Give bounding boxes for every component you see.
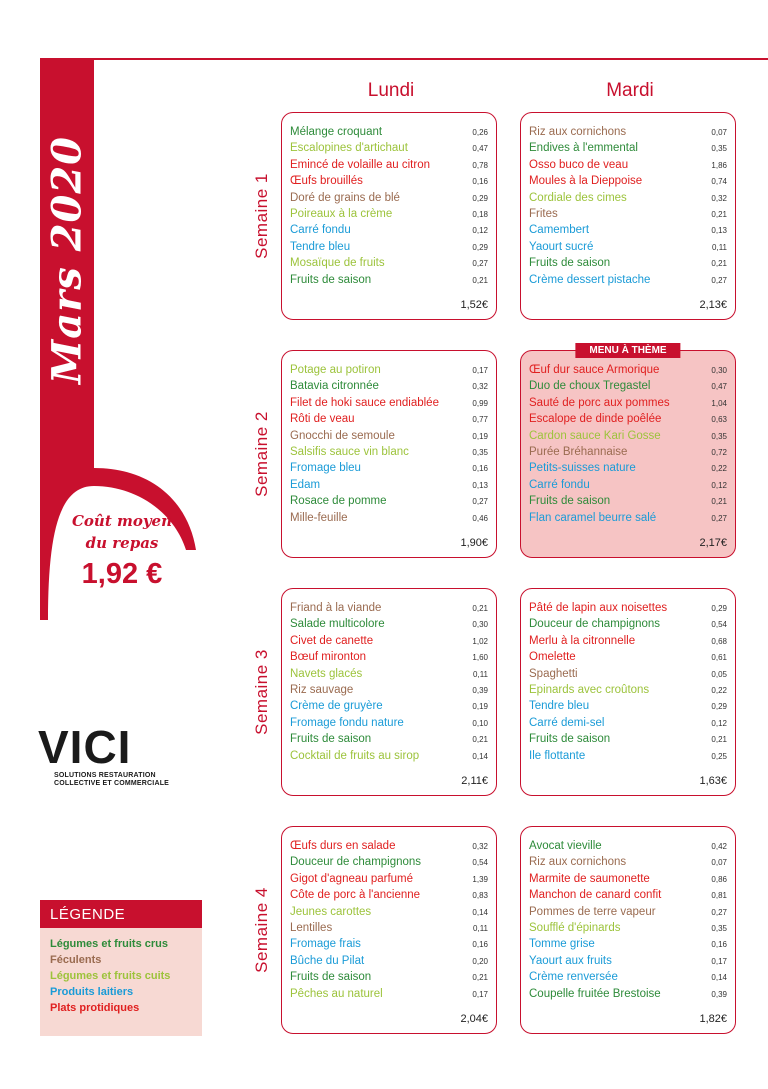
menu-item-price: 0,61 xyxy=(711,653,727,663)
legend-item: Plats protidiques xyxy=(50,1002,140,1014)
menu-item-price: 0,32 xyxy=(711,193,727,203)
menu-item-price: 0,07 xyxy=(711,858,727,868)
menu-item-name: Œufs durs en salade xyxy=(290,840,396,852)
menu-item-price: 0,16 xyxy=(711,940,727,950)
menu-item-name: Œuf dur sauce Armorique xyxy=(529,364,660,376)
menu-total: 1,63€ xyxy=(699,775,727,787)
menu-item xyxy=(529,856,727,872)
menu-item-name: Carré fondu xyxy=(290,224,351,237)
menu-item-price: 0,29 xyxy=(472,193,488,203)
menu-item-price: 0,27 xyxy=(711,275,727,285)
menu-item-price: 0,32 xyxy=(472,382,488,392)
menu-item-name: Riz sauvage xyxy=(290,683,354,696)
menu-item-name: Emincé de volaille au citron xyxy=(290,158,430,171)
menu-item-name: Lentilles xyxy=(290,921,333,934)
menu-item xyxy=(290,175,488,191)
menu-item-price: 0,42 xyxy=(711,842,727,851)
menu-item xyxy=(529,635,727,651)
menu-item-price: 0,18 xyxy=(472,209,488,219)
menu-item-price: 0,11 xyxy=(473,923,488,933)
menu-item xyxy=(290,602,488,618)
menu-item-name: Crème de gruyère xyxy=(290,700,383,713)
menu-item-name: Friand à la viande xyxy=(290,602,382,614)
menu-items xyxy=(529,840,727,1004)
menu-item xyxy=(529,224,727,240)
menu-card-lundi xyxy=(281,826,497,1034)
menu-item-price: 0,27 xyxy=(472,259,488,269)
menu-total: 1,52€ xyxy=(460,299,488,311)
menu-item-price: 0,13 xyxy=(711,226,727,236)
menu-item xyxy=(529,397,727,413)
menu-item-price: 0,81 xyxy=(711,891,727,901)
menu-item-name: Flan caramel beurre salé xyxy=(529,511,657,524)
menu-item xyxy=(290,413,488,429)
menu-item xyxy=(290,717,488,733)
menu-item-name: Côte de porc à l'ancienne xyxy=(290,889,421,902)
legend-item: Féculents xyxy=(50,954,102,966)
menu-card-mardi xyxy=(520,112,736,320)
menu-item-name: Doré de grains de blé xyxy=(290,191,400,204)
menu-item-price: 0,86 xyxy=(711,874,727,884)
menu-item-name: Crème dessert pistache xyxy=(529,273,651,286)
menu-item-price: 0,29 xyxy=(472,242,488,252)
menu-item xyxy=(290,364,488,380)
menu-item xyxy=(290,750,488,766)
menu-item xyxy=(290,380,488,396)
menu-item xyxy=(290,651,488,667)
menu-item-name: Merlu à la citronnelle xyxy=(529,634,636,647)
menu-item-price: 0,14 xyxy=(711,973,727,983)
menu-item-price: 0,83 xyxy=(472,891,488,901)
menu-item-name: Soufflé d'épinards xyxy=(529,921,621,934)
menu-item xyxy=(290,446,488,462)
menu-item-name: Batavia citronnée xyxy=(290,380,379,393)
menu-item-name: Gnocchi de semoule xyxy=(290,429,395,442)
menu-item xyxy=(529,430,727,446)
menu-item-name: Potage au potiron xyxy=(290,364,381,376)
menu-item-price: 0,27 xyxy=(711,907,727,917)
menu-item-price: 0,10 xyxy=(472,718,488,728)
menu-item xyxy=(529,159,727,175)
menu-item-price: 0,13 xyxy=(472,480,488,490)
day-header-lundi: Lundi xyxy=(367,80,415,101)
menu-item-name: Navets glacés xyxy=(290,667,363,680)
menu-item-name: Yaourt aux fruits xyxy=(529,954,612,967)
menu-item-price: 0,17 xyxy=(472,366,488,375)
menu-item-name: Epinards avec croûtons xyxy=(529,683,650,696)
menu-card-mardi xyxy=(520,588,736,796)
menu-item xyxy=(529,938,727,954)
menu-item-price: 0,21 xyxy=(711,209,727,219)
menu-item-name: Yaourt sucré xyxy=(529,240,594,253)
menu-item-price: 0,17 xyxy=(472,989,488,999)
menu-item-name: Omelette xyxy=(529,651,576,664)
average-cost-line2: du repas xyxy=(85,534,159,552)
menu-item-price: 0,72 xyxy=(711,447,727,457)
menu-item-name: Moules à la Dieppoise xyxy=(529,175,643,188)
menu-item-name: Sauté de porc aux pommes xyxy=(529,396,670,409)
menu-item-price: 0,07 xyxy=(711,128,727,137)
menu-item-name: Escalope de dinde poêlée xyxy=(529,413,662,426)
menu-item-name: Camembert xyxy=(529,224,590,237)
logo-subtitle-line1: SOLUTIONS RESTAURATION xyxy=(54,772,156,779)
menu-item xyxy=(290,922,488,938)
menu-item-price: 0,12 xyxy=(711,480,727,490)
menu-item-price: 0,22 xyxy=(711,685,727,695)
menu-item-name: Mosaïque de fruits xyxy=(290,257,385,270)
menu-item-price: 0,20 xyxy=(472,956,488,966)
menu-items xyxy=(529,364,727,528)
menu-item xyxy=(529,192,727,208)
menu-item-name: Gigot d'agneau parfumé xyxy=(290,872,414,885)
menu-item-price: 0,46 xyxy=(472,513,488,523)
menu-item-price: 0,12 xyxy=(472,226,488,236)
menu-item-name: Spaghetti xyxy=(529,667,578,680)
menu-item xyxy=(290,274,488,290)
menu-item-price: 0,63 xyxy=(711,415,727,425)
menu-card-lundi xyxy=(281,350,497,558)
menu-item xyxy=(529,413,727,429)
menu-item xyxy=(290,635,488,651)
menu-item-price: 0,47 xyxy=(711,382,727,392)
menu-item-name: Purée Bréhannaise xyxy=(529,445,628,458)
menu-item xyxy=(529,602,727,618)
menu-item xyxy=(529,700,727,716)
menu-item-price: 0,19 xyxy=(472,702,488,712)
menu-item-name: Mélange croquant xyxy=(290,126,383,138)
menu-item xyxy=(290,224,488,240)
menu-item-price: 0,11 xyxy=(473,669,488,679)
menu-item xyxy=(290,618,488,634)
menu-item-price: 0,26 xyxy=(472,128,488,137)
menu-card-mardi xyxy=(520,345,736,558)
menu-item xyxy=(529,750,727,766)
menu-item-name: Pâté de lapin aux noisettes xyxy=(529,602,668,614)
menu-item xyxy=(529,380,727,396)
menu-item xyxy=(529,906,727,922)
menu-item-price: 1,39 xyxy=(472,874,488,884)
menu-item-price: 0,21 xyxy=(711,497,727,507)
menu-item xyxy=(290,142,488,158)
menu-item-price: 0,14 xyxy=(472,907,488,917)
week-label: Semaine 1 xyxy=(252,173,271,259)
menu-item-price: 0,19 xyxy=(472,431,488,441)
menu-item-name: Edam xyxy=(290,478,321,491)
menu-item-name: Tendre bleu xyxy=(290,240,351,253)
top-rule xyxy=(40,58,768,60)
menu-item xyxy=(529,512,727,528)
average-cost-line1: Coût moyen xyxy=(71,512,173,530)
menu-item-name: Cocktail de fruits au sirop xyxy=(290,749,420,762)
menu-item-price: 0,21 xyxy=(472,973,488,983)
menu-item-name: Fruits de saison xyxy=(290,273,372,286)
menu-item-name: Carré demi-sel xyxy=(529,716,605,729)
menu-item xyxy=(290,733,488,749)
menu-item-price: 0,35 xyxy=(711,923,727,933)
menu-item xyxy=(529,257,727,273)
menu-total: 1,82€ xyxy=(699,1013,727,1025)
menu-items xyxy=(290,364,488,528)
menu-item xyxy=(529,479,727,495)
menu-item-name: Osso buco de veau xyxy=(529,158,629,171)
menu-item xyxy=(529,889,727,905)
menu-item-price: 1,02 xyxy=(472,636,488,646)
menu-item xyxy=(290,988,488,1004)
menu-item-price: 0,27 xyxy=(711,513,727,523)
menu-item-name: Bûche du Pilat xyxy=(290,954,365,967)
menu-item xyxy=(290,241,488,257)
menu-item xyxy=(290,257,488,273)
menu-item xyxy=(290,906,488,922)
menu-item-price: 0,21 xyxy=(711,735,727,745)
menu-item xyxy=(529,684,727,700)
menu-item-name: Ile flottante xyxy=(529,749,586,762)
menu-item-price: 0,35 xyxy=(711,431,727,441)
menu-item-name: Fromage frais xyxy=(290,938,361,951)
menu-item-name: Riz aux cornichons xyxy=(529,856,627,869)
menu-item xyxy=(529,274,727,290)
menu-item-price: 0,47 xyxy=(472,144,488,154)
menu-item-price: 0,35 xyxy=(472,447,488,457)
legend-item: Produits laitiers xyxy=(50,986,134,998)
menu-item-name: Filet de hoki sauce endiablée xyxy=(290,396,439,409)
menu-item xyxy=(529,495,727,511)
menu-item-price: 0,21 xyxy=(472,275,488,285)
menu-item-price: 0,39 xyxy=(472,685,488,695)
menu-item xyxy=(290,430,488,446)
menu-item-name: Douceur de champignons xyxy=(529,618,661,631)
menu-item-name: Fromage bleu xyxy=(290,462,361,475)
menu-item-price: 0,16 xyxy=(472,177,488,187)
menu-item-price: 1,04 xyxy=(711,398,727,408)
menu-item xyxy=(529,142,727,158)
menu-item-price: 0,30 xyxy=(472,620,488,630)
average-cost-value: 1,92 € xyxy=(81,558,163,590)
logo-subtitle-line2: COLLECTIVE ET COMMERCIALE xyxy=(54,780,170,787)
menu-item xyxy=(529,364,727,380)
logo-word: VICI xyxy=(38,721,132,773)
menu-item xyxy=(290,840,488,856)
menu-item-price: 1,86 xyxy=(711,160,727,170)
menu-item-price: 0,25 xyxy=(711,751,727,761)
menu-item-name: Cordiale des cimes xyxy=(529,191,627,204)
menu-item-price: 0,16 xyxy=(472,464,488,474)
menu-item-price: 0,74 xyxy=(711,177,727,187)
menu-item xyxy=(290,126,488,142)
menu-item-name: Mille-feuille xyxy=(290,511,348,524)
menu-item-price: 0,21 xyxy=(472,604,488,613)
menu-item xyxy=(290,159,488,175)
menu-item-price: 0,39 xyxy=(711,989,727,999)
average-cost xyxy=(52,510,192,591)
menu-item-name: Pêches au naturel xyxy=(290,987,383,1000)
week-label: Semaine 3 xyxy=(252,649,271,735)
menu-item xyxy=(529,840,727,856)
menu-item-price: 0,54 xyxy=(472,858,488,868)
menu-item xyxy=(529,241,727,257)
menu-item-name: Escalopines d'artichaut xyxy=(290,142,408,155)
menu-item-name: Fruits de saison xyxy=(529,495,611,508)
menu-item-name: Douceur de champignons xyxy=(290,856,422,869)
vici-logo xyxy=(38,720,208,800)
menu-item-name: Crème renversée xyxy=(529,971,618,984)
menu-item xyxy=(529,922,727,938)
menu-item-price: 0,30 xyxy=(711,366,727,375)
menu-item-name: Salade multicolore xyxy=(290,618,385,631)
menu-item xyxy=(290,668,488,684)
menu-item-name: Avocat vieville xyxy=(529,840,602,852)
day-header-mardi: Mardi xyxy=(606,80,654,101)
legend-item: Légumes et fruits cuits xyxy=(50,970,171,982)
menu-item xyxy=(290,397,488,413)
theme-menu-badge: MENU À THÈME xyxy=(575,343,680,358)
menu-item xyxy=(290,192,488,208)
menu-item xyxy=(290,856,488,872)
menu-item xyxy=(290,955,488,971)
menu-item xyxy=(529,971,727,987)
menu-item-price: 0,14 xyxy=(472,751,488,761)
menu-item-name: Fromage fondu nature xyxy=(290,716,404,729)
menu-item xyxy=(529,873,727,889)
menu-item-name: Salsifis sauce vin blanc xyxy=(290,445,409,458)
menu-item xyxy=(290,873,488,889)
menu-item xyxy=(290,512,488,528)
menu-item xyxy=(529,733,727,749)
menu-item xyxy=(290,479,488,495)
menu-item-name: Carré fondu xyxy=(529,478,590,491)
menu-item xyxy=(290,938,488,954)
menu-item-name: Tomme grise xyxy=(529,938,595,951)
menu-total: 2,04€ xyxy=(460,1013,488,1025)
menu-item-name: Jeunes carottes xyxy=(290,905,372,918)
legend-title: LÉGENDE xyxy=(40,900,202,928)
menu-item-name: Œufs brouillés xyxy=(290,175,363,188)
menu-item xyxy=(529,717,727,733)
menu-item-price: 0,21 xyxy=(472,735,488,745)
menu-item-price: 0,05 xyxy=(711,669,727,679)
menu-item-price: 0,77 xyxy=(472,415,488,425)
menu-item xyxy=(529,208,727,224)
menu-items xyxy=(529,602,727,766)
menu-item-price: 0,11 xyxy=(712,242,727,252)
week-label: Semaine 2 xyxy=(252,411,271,497)
menu-item-name: Rôti de veau xyxy=(290,413,355,426)
menu-card-lundi xyxy=(281,112,497,320)
menu-items xyxy=(290,602,488,766)
legend-item: Légumes et fruits crus xyxy=(50,938,168,950)
menu-item-name: Duo de choux Tregastel xyxy=(529,380,651,393)
menu-item-name: Marmite de saumonette xyxy=(529,872,650,885)
menu-total: 2,17€ xyxy=(699,537,727,549)
menu-item xyxy=(290,208,488,224)
menu-item-price: 0,12 xyxy=(711,718,727,728)
menu-item-price: 0,32 xyxy=(472,842,488,851)
menu-item-price: 1,60 xyxy=(472,653,488,663)
menu-item-name: Tendre bleu xyxy=(529,700,590,713)
menu-item-name: Fruits de saison xyxy=(529,733,611,746)
menu-item xyxy=(290,462,488,478)
menu-items xyxy=(290,126,488,290)
menu-item-price: 0,54 xyxy=(711,620,727,630)
menu-item-price: 0,29 xyxy=(711,604,727,613)
menu-item-name: Fruits de saison xyxy=(529,257,611,270)
menu-item-price: 0,78 xyxy=(472,160,488,170)
menu-item-name: Rosace de pomme xyxy=(290,495,387,508)
menu-item xyxy=(529,175,727,191)
menu-item xyxy=(529,668,727,684)
logo-subtitle xyxy=(54,772,169,788)
menu-card-lundi xyxy=(281,588,497,796)
menu-item-name: Riz aux cornichons xyxy=(529,126,627,138)
menu-item-name: Frites xyxy=(529,207,558,220)
menu-total: 1,90€ xyxy=(460,537,488,549)
menu-item-name: Fruits de saison xyxy=(290,733,372,746)
menu-card-mardi xyxy=(520,826,736,1034)
menu-items xyxy=(290,840,488,1004)
menu-item-name: Bœuf mironton xyxy=(290,651,367,664)
menu-item-price: 0,22 xyxy=(711,464,727,474)
menu-item-price: 0,68 xyxy=(711,636,727,646)
menu-item-price: 0,27 xyxy=(472,497,488,507)
legend-items xyxy=(40,928,202,1016)
menu-item-name: Endives à l'emmental xyxy=(529,142,638,155)
menu-items xyxy=(529,126,727,290)
menu-item xyxy=(529,126,727,142)
month-title: Mars 2020 xyxy=(43,135,91,385)
menu-item xyxy=(290,889,488,905)
menu-item xyxy=(529,651,727,667)
menu-item-name: Coupelle fruitée Brestoise xyxy=(529,987,661,1000)
menu-item-name: Manchon de canard confit xyxy=(529,889,662,902)
menu-item-name: Fruits de saison xyxy=(290,971,372,984)
menu-item-price: 0,21 xyxy=(711,259,727,269)
menu-item-price: 0,29 xyxy=(711,702,727,712)
menu-item-name: Civet de canette xyxy=(290,634,374,647)
menu-item xyxy=(290,971,488,987)
menu-item-price: 0,35 xyxy=(711,144,727,154)
menu-item-name: Poireaux à la crème xyxy=(290,207,393,220)
menu-item xyxy=(529,988,727,1004)
menu-item xyxy=(529,955,727,971)
menu-item xyxy=(529,462,727,478)
menu-item-price: 0,99 xyxy=(472,398,488,408)
week-label: Semaine 4 xyxy=(252,887,271,973)
menu-item-price: 0,16 xyxy=(472,940,488,950)
menu-item xyxy=(290,684,488,700)
menu-total: 2,13€ xyxy=(699,299,727,311)
menu-item xyxy=(529,446,727,462)
menu-total: 2,11€ xyxy=(461,775,488,787)
menu-item xyxy=(290,495,488,511)
menu-item xyxy=(529,618,727,634)
menu-item-price: 0,17 xyxy=(711,956,727,966)
menu-item-name: Pommes de terre vapeur xyxy=(529,905,656,918)
menu-item xyxy=(290,700,488,716)
menu-item-name: Cardon sauce Kari Gosse xyxy=(529,429,661,442)
legend xyxy=(40,900,202,1036)
menu-item-name: Petits-suisses nature xyxy=(529,462,636,475)
